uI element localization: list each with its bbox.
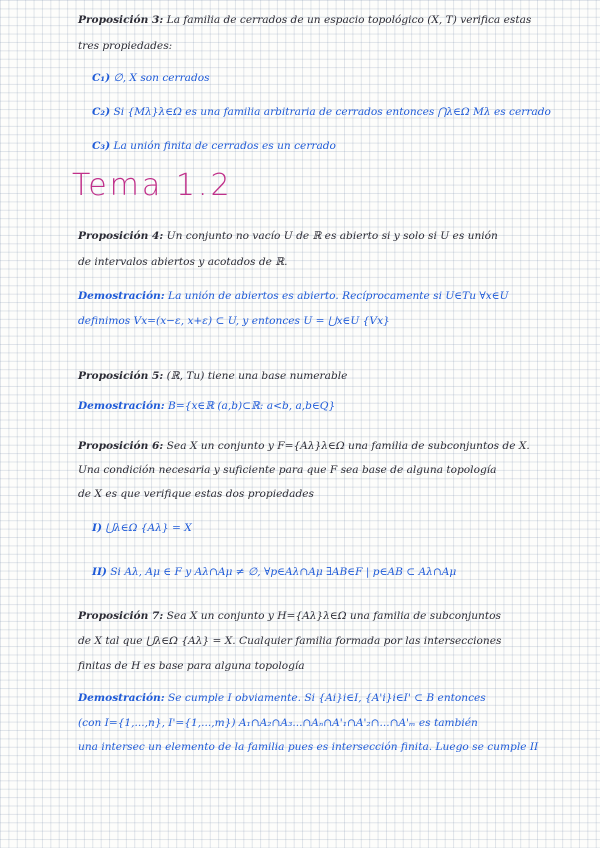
text-line-l6: [0, 230, 600, 242]
section-title: Tema 1.2: [72, 168, 233, 203]
line-text: de X tal que ⋃λ∈Ω {Aλ} = X. Cualquier familia formada por las intersecciones: [78, 635, 502, 647]
text-line-l1: [0, 14, 600, 26]
line-text: La unión de abiertos es abierto. Recíprocamente si U∈Tu ∀x∈U: [164, 290, 509, 302]
line-text: Si {Mλ}λ∈Ω es una familia arbitraria de cerrados entonces ⋂λ∈Ω Mλ es cerrado: [110, 106, 551, 118]
line-text: una intersec un elemento de la familia pues es intersección finita. Luego se cumple II: [78, 741, 539, 753]
line-text: definimos Vx=(x−ε, x+ε) ⊂ U, y entonces U = ⋃x∈U {Vx}: [78, 315, 390, 327]
line-text: Un conjunto no vacío U de ℝ es abierto si y solo si U es unión: [163, 230, 498, 242]
line-label: I): [92, 522, 102, 534]
line-text: (ℝ, Tu) tiene una base numerable: [163, 370, 348, 382]
text-line-l2: [0, 40, 600, 52]
text-line-l5: [0, 140, 600, 152]
text-line-l3: [0, 72, 600, 84]
line-text: de X es que verifique estas dos propiedades: [78, 488, 314, 500]
line-text: tres propiedades:: [78, 40, 173, 52]
text-line-l9: [0, 315, 600, 327]
text-line-l21: [0, 717, 600, 729]
text-line-l4: [0, 106, 600, 118]
text-line-l7: [0, 256, 600, 268]
line-text: finitas de H es base para alguna topología: [78, 660, 305, 672]
text-line-l15: [0, 522, 600, 534]
text-line-l20: [0, 692, 600, 704]
text-line-l17: [0, 610, 600, 622]
line-label: II): [92, 566, 107, 578]
text-line-l14: [0, 488, 600, 500]
text-line-l18: [0, 635, 600, 647]
line-text: La familia de cerrados de un espacio topológico (X, T) verifica estas: [163, 14, 532, 26]
text-line-l11: [0, 400, 600, 412]
line-text: La unión finita de cerrados es un cerrado: [110, 140, 336, 152]
line-label: C₁): [92, 72, 111, 84]
line-label: Demostración:: [78, 290, 165, 302]
line-text: Si Aλ, Aμ ∈ F y Aλ∩Aμ ≠ ∅, ∀p∈Aλ∩Aμ ∃AB∈F | p∈AB ⊂ Aλ∩Aμ: [106, 566, 457, 578]
line-label: Demostración:: [78, 400, 165, 412]
line-text: Sea X un conjunto y H={Aλ}λ∈Ω una familia de subconjuntos: [163, 610, 501, 622]
line-text: B={x∈ℝ (a,b)⊂ℝ: a<b, a,b∈Q}: [164, 400, 336, 412]
text-line-l10: [0, 370, 600, 382]
line-label: C₂): [92, 106, 111, 118]
line-text: Se cumple I obviamente. Si {Ai}i∈I, {A'i}i∈I' ⊂ B entonces: [164, 692, 486, 704]
text-line-l8: [0, 290, 600, 302]
line-label: Proposición 4:: [78, 230, 164, 242]
line-label: Proposición 7:: [78, 610, 164, 622]
text-line-l16: [0, 566, 600, 578]
line-label: C₃): [92, 140, 111, 152]
text-line-l13: [0, 464, 600, 476]
line-text: Una condición necesaria y suficiente para que F sea base de alguna topología: [78, 464, 497, 476]
line-text: de intervalos abiertos y acotados de ℝ.: [78, 256, 288, 268]
line-text: Sea X un conjunto y F={Aλ}λ∈Ω una familia de subconjuntos de X.: [163, 440, 530, 452]
line-label: Demostración:: [78, 692, 165, 704]
line-label: Proposición 5:: [78, 370, 164, 382]
line-label: Proposición 6:: [78, 440, 164, 452]
line-label: Proposición 3:: [78, 14, 164, 26]
text-line-l12: [0, 440, 600, 452]
line-text: (con I={1,...,n}, I'={1,...,m}) A₁∩A₂∩A₃...∩Aₙ∩A'₁∩A'₂∩...∩A'ₘ es también: [78, 717, 478, 729]
text-line-l22: [0, 741, 600, 753]
text-line-l19: [0, 660, 600, 672]
line-text: ⋃λ∈Ω {Aλ} = X: [101, 522, 192, 534]
line-text: ∅, X son cerrados: [110, 72, 210, 84]
